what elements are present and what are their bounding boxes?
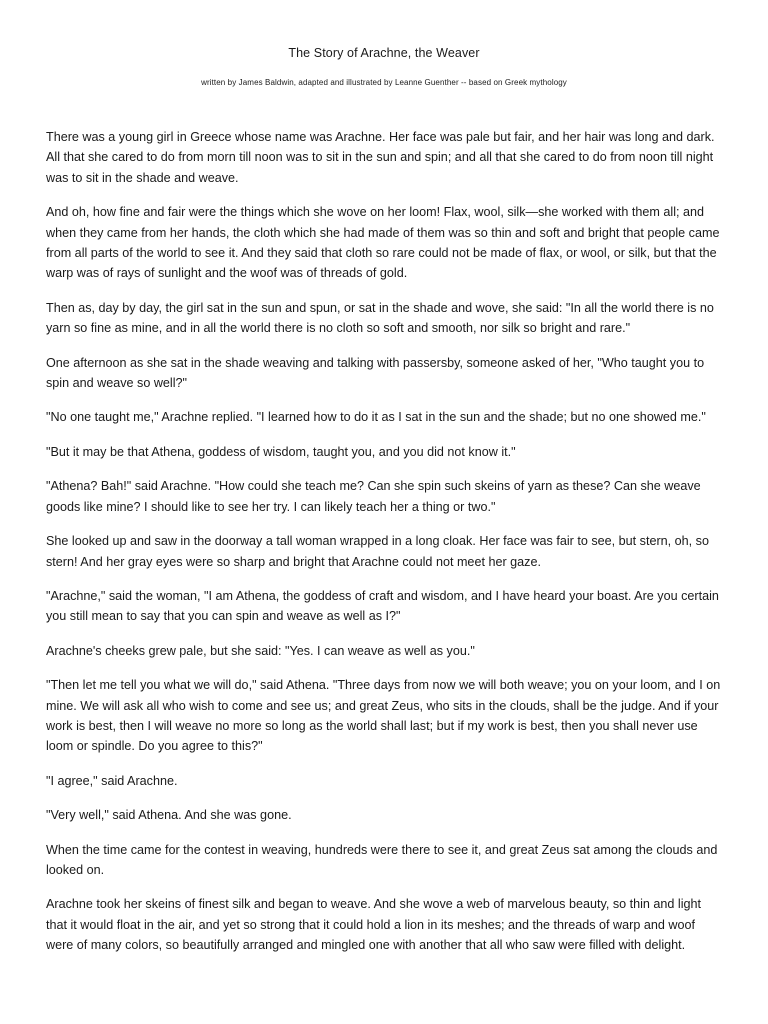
paragraph: "Athena? Bah!" said Arachne. "How could she teach me? Can she spin such skeins of yarn as these? Can she weave goods like mine? I should like to see her try. I can likely teach her a thing or two." bbox=[46, 479, 701, 514]
paragraph: "Arachne," said the woman, "I am Athena, the goddess of craft and wisdom, and I have heard your boast. Are you certain you still mean to say that you can spin and weave as well as I?" bbox=[46, 588, 719, 624]
paragraph: "I agree," said Arachne. bbox=[46, 773, 178, 788]
paragraph: When the time came for the contest in weaving, hundreds were there to see it, and great Zeus sat among the clouds and looked on. bbox=[46, 842, 718, 877]
paragraph: One afternoon as she sat in the shade weaving and talking with passersby, someone asked of her, "Who taught you to spin and weave so well?" bbox=[46, 355, 705, 391]
paragraph: There was a young girl in Greece whose name was Arachne. Her face was pale but fair, and her hair was long and dark. All that she cared to do from morn till noon was to sit in the sun and spin; and all that she cared to do from noon till night was to sit in the shade and weave. bbox=[46, 130, 715, 185]
document-title: The Story of Arachne, the Weaver bbox=[288, 46, 480, 60]
paragraph: And oh, how fine and fair were the things which she wove on her loom! Flax, wool, silk—she worked with them all; and when they came from her hands, the cloth which she had made of them was so thin and soft and bright that people came from all parts of the world to see it. And they said that cloth so rare could not be made of flax, or wool, or silk, but that the warp was of rays of sunlight and the woof was of threads of gold. bbox=[46, 205, 720, 281]
paragraph: Then as, day by day, the girl sat in the sun and spun, or sat in the shade and wove, she said: "In all the world there is no yarn so fine as mine, and in all the world there is no cloth so soft and smooth, nor silk so bright and rare." bbox=[46, 300, 714, 336]
document-byline: written by James Baldwin, adapted and illustrated by Leanne Guenther -- based on Greek mythology bbox=[201, 78, 567, 87]
story-body bbox=[46, 127, 722, 956]
paragraph: Arachne's cheeks grew pale, but she said: "Yes. I can weave as well as you." bbox=[46, 643, 475, 658]
paragraph: She looked up and saw in the doorway a tall woman wrapped in a long cloak. Her face was fair to see, but stern, oh, so stern! And her gray eyes were so sharp and bright that Arachne could not meet her gaze. bbox=[46, 534, 709, 569]
paragraph: Arachne took her skeins of finest silk and began to weave. And she wove a web of marvelous beauty, so thin and light that it would float in the air, and yet so strong that it could hold a lion in its meshes; and the threads of warp and woof were of many colors, so beautifully arranged and mingled one with another that all who saw were filled with delight. bbox=[46, 897, 702, 953]
paragraph: "But it may be that Athena, goddess of wisdom, taught you, and you did not know it." bbox=[46, 444, 516, 459]
paragraph: "Very well," said Athena. And she was gone. bbox=[46, 808, 292, 823]
paragraph: "No one taught me," Arachne replied. "I learned how to do it as I sat in the sun and the shade; but no one showed me." bbox=[46, 410, 706, 425]
paragraph: "Then let me tell you what we will do," said Athena. "Three days from now we will both weave; you on your loom, and I on mine. We will ask all who wish to come and see us; and great Zeus, who sits in the clouds, shall be the judge. And if your work is best, then I will weave no more so long as the world shall last; but if my work is best, then you shall never use loom or spindle. Do you agree to this?" bbox=[46, 678, 721, 754]
